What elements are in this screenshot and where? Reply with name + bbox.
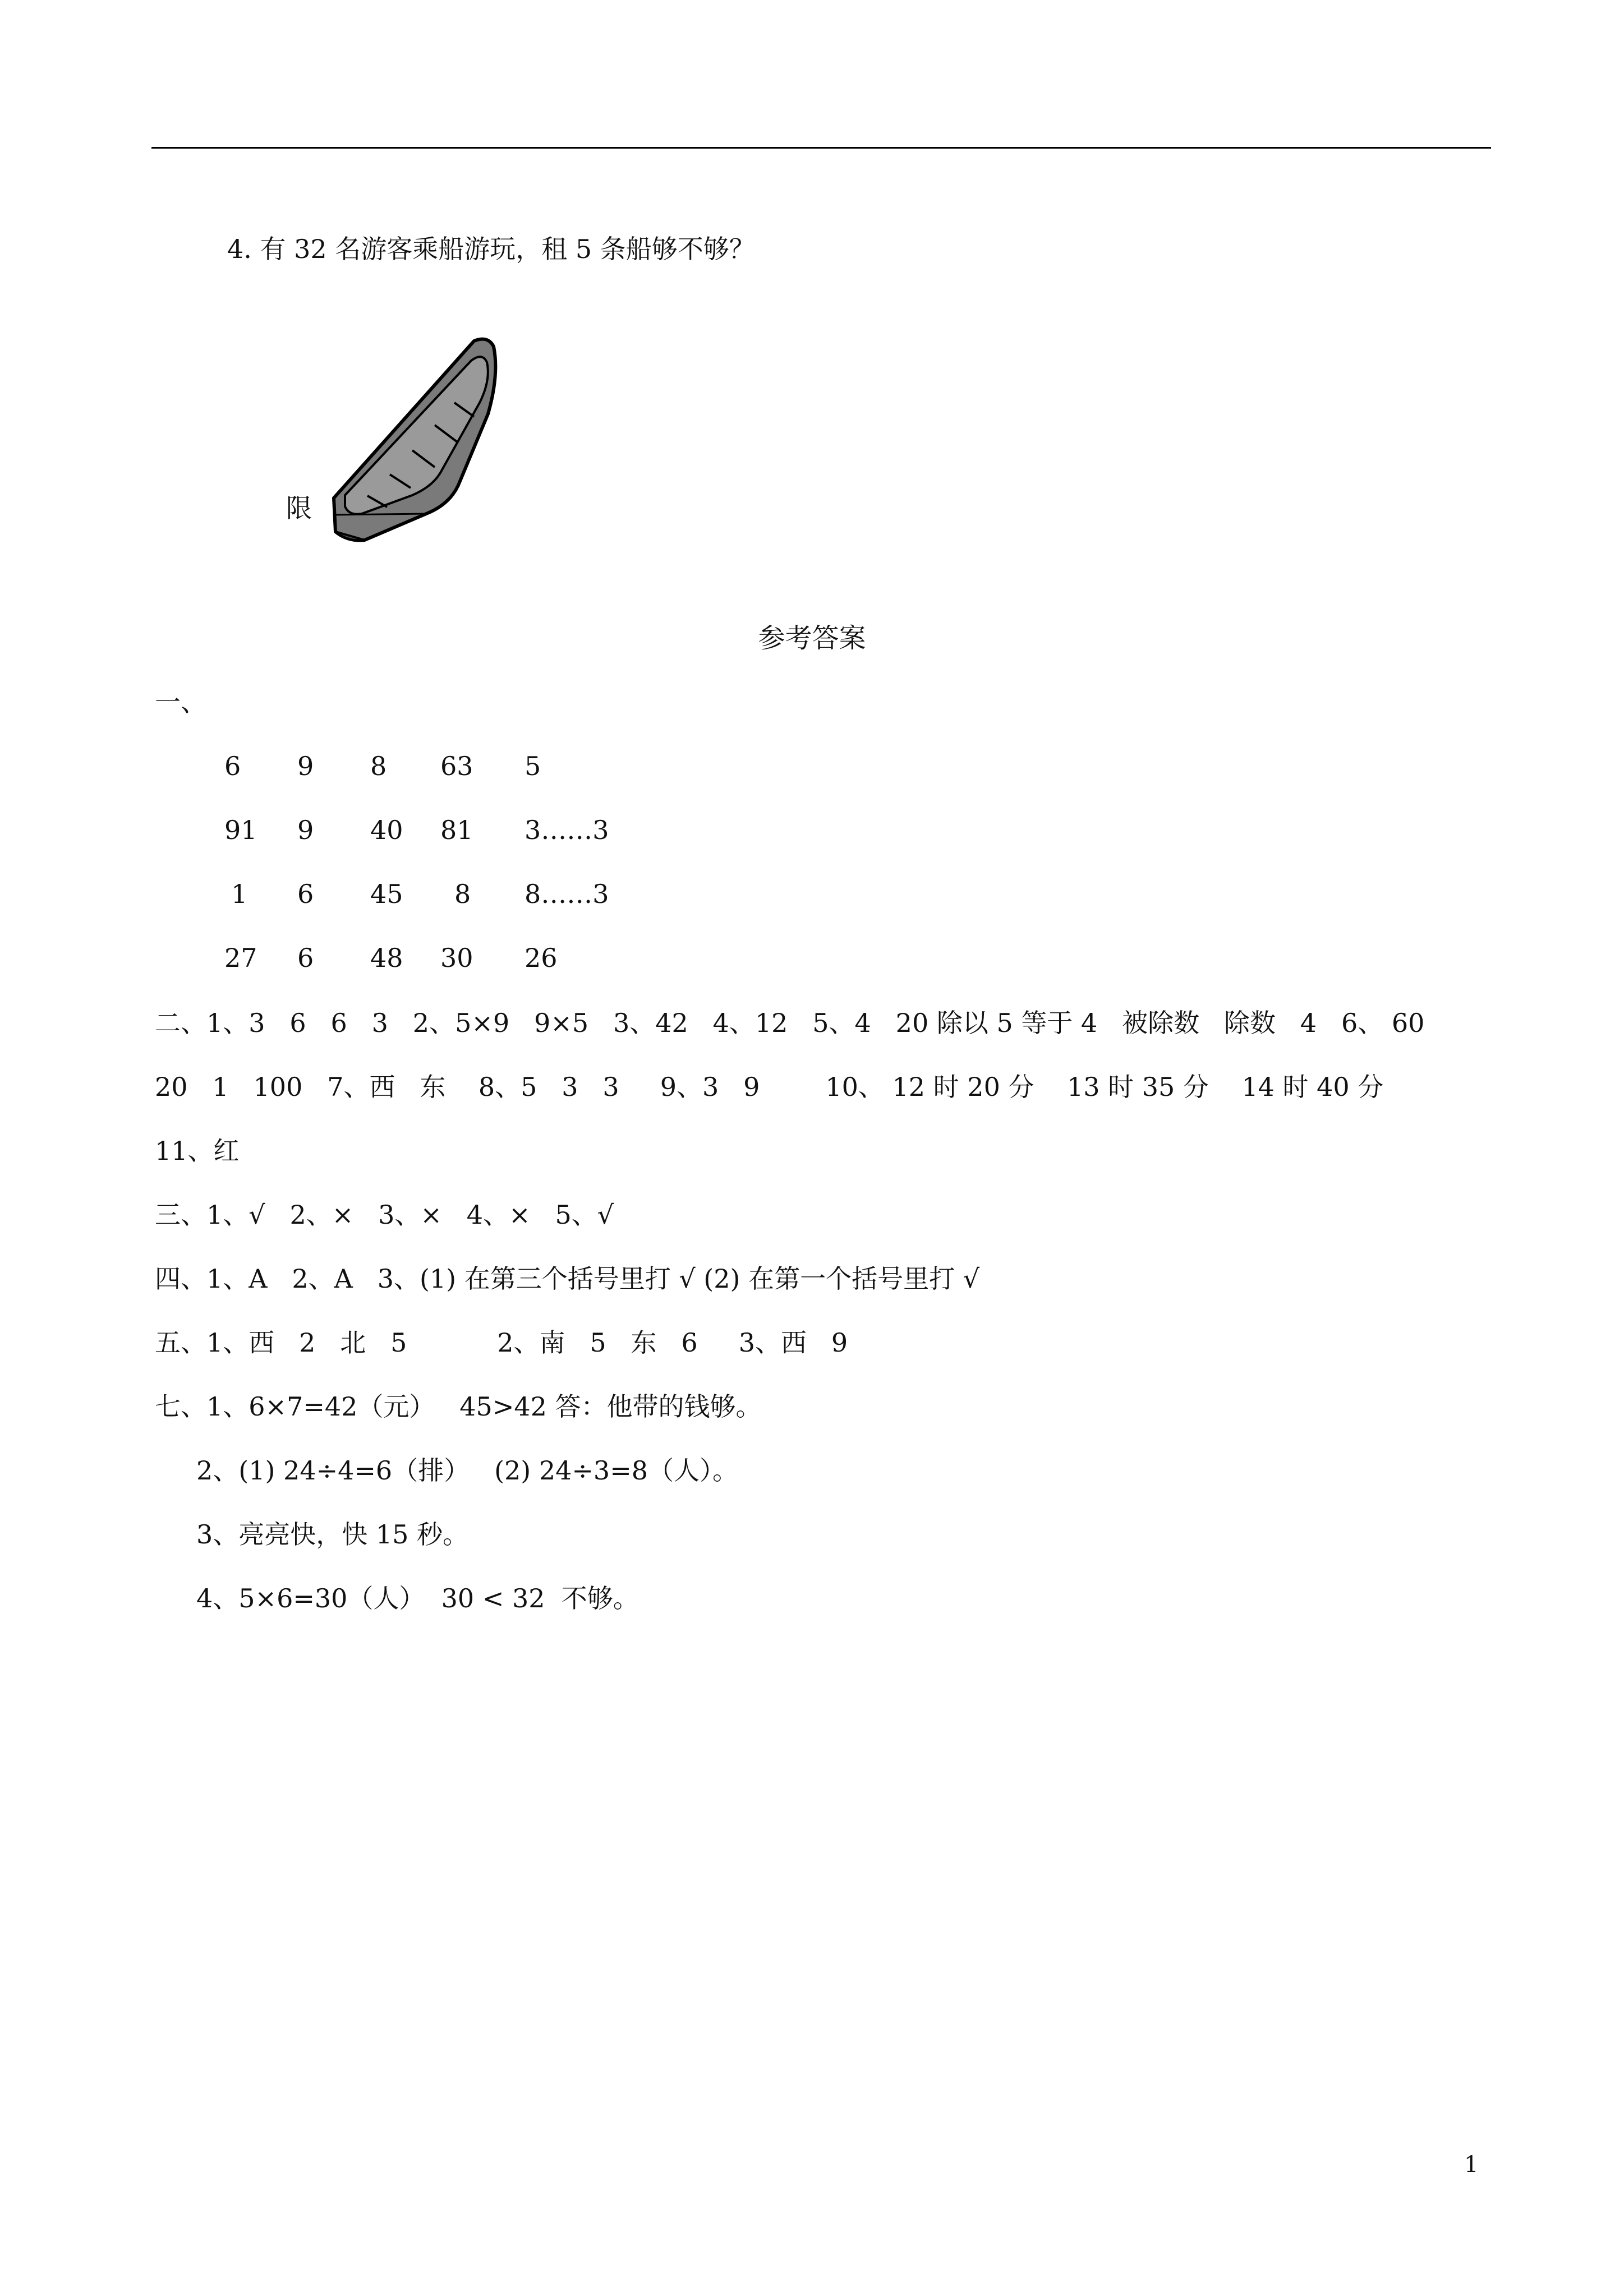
cell: 27 [224,943,257,973]
cell: 45 [370,879,403,909]
section-2-line-2: 20 1 100 7、西 东 8、5 3 3 9、3 9 10、 12 时 20 分 13 时 35 分 14 时 40 分 [155,1072,1384,1102]
cell: 6 [297,943,314,973]
section-7-line-1: 七、1、6×7=42（元） 45>42 答：他带的钱够。 [155,1391,762,1422]
boat-label: 限 [286,493,312,523]
cell: 48 [370,943,403,973]
cell: 9 [297,751,314,781]
cell: 8 [454,879,471,909]
page-number: 1 [1464,2152,1479,2178]
section-4-line: 四、1、A 2、A 3、(1) 在第三个括号里打 √ (2) 在第一个括号里打 √ [155,1264,980,1294]
cell: 63 [440,751,473,781]
section-5-line: 五、1、西 2 北 5 2、南 5 东 6 3、西 9 [155,1327,848,1358]
section-7-line-2: 2、(1) 24÷4=6（排） (2) 24÷3=8（人）。 [196,1455,738,1486]
section-3-line: 三、1、√ 2、× 3、× 4、× 5、√ [155,1200,614,1230]
question-4-text: 4. 有 32 名游客乘船游玩，租 5 条船够不够？ [227,234,755,264]
cell: 6 [224,751,241,781]
cell: 8 [370,751,387,781]
section-7-line-3: 3、亮亮快，快 15 秒。 [196,1519,469,1550]
cell: 6 [297,879,314,909]
boat-image [320,335,510,543]
section-1-heading: 一、 [155,687,206,717]
header-rule [151,147,1491,149]
section-7-line-4: 4、5×6=30（人） 30 < 32 不够。 [196,1583,639,1613]
cell: 9 [297,815,314,845]
cell: 81 [440,815,473,845]
answer-key-title: 参考答案 [758,623,866,654]
cell: 8……3 [525,879,609,909]
section-2-line-3: 11、红 [155,1136,240,1166]
cell: 1 [231,879,248,909]
cell: 5 [525,751,541,781]
cell: 3……3 [525,815,609,845]
cell: 26 [525,943,558,973]
section-2-line-1: 二、1、3 6 6 3 2、5×9 9×5 3、42 4、12 5、4 20 除以 5 等于 4 被除数 除数 4 6、 60 [155,1008,1425,1038]
cell: 91 [224,815,257,845]
cell: 30 [440,943,473,973]
cell: 40 [370,815,403,845]
